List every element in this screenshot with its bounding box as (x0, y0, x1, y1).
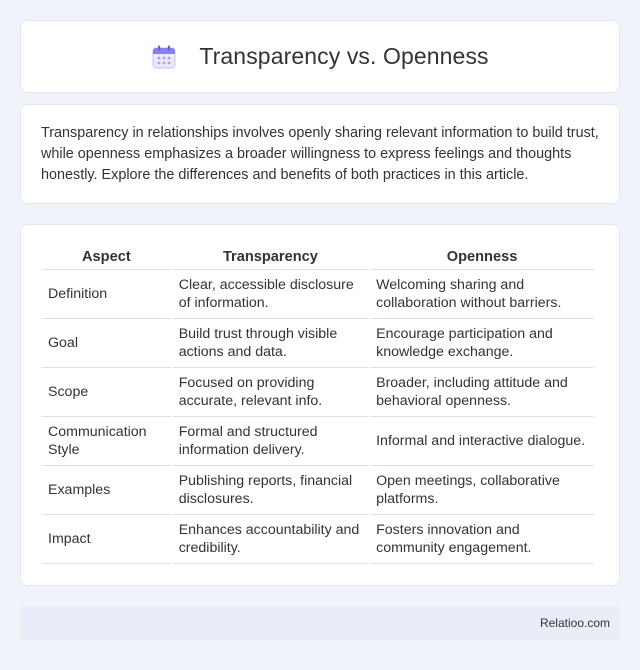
cell-openness: Fosters innovation and community engagement. (370, 515, 594, 564)
title-wrap (151, 43, 488, 70)
header-card (20, 20, 620, 93)
footer-bar (20, 606, 620, 640)
table-header-row (42, 247, 594, 270)
cell-aspect: Scope (42, 368, 171, 417)
footer-site-name: Relatioo.com (539, 616, 610, 630)
table-row (42, 466, 594, 515)
cell-transparency: Focused on providing accurate, relevant info. (173, 368, 368, 417)
table-row (42, 515, 594, 564)
table-row (42, 319, 594, 368)
cell-openness: Welcoming sharing and collaboration without barriers. (370, 270, 594, 319)
cell-openness: Informal and interactive dialogue. (370, 417, 594, 466)
cell-aspect: Examples (42, 466, 171, 515)
comparison-table (40, 247, 596, 564)
page-title: Transparency vs. Openness (199, 43, 489, 69)
cell-aspect: Goal (42, 319, 171, 368)
cell-openness: Broader, including attitude and behavioral openness. (370, 368, 594, 417)
cell-transparency: Enhances accountability and credibility. (173, 515, 368, 564)
cell-openness: Open meetings, collaborative platforms. (370, 466, 594, 515)
cell-aspect: Communication Style (42, 417, 171, 466)
header-openness: Openness (370, 247, 594, 270)
header-transparency: Transparency (173, 247, 368, 270)
cell-transparency: Build trust through visible actions and data. (173, 319, 368, 368)
table-row (42, 270, 594, 319)
table-row (42, 368, 594, 417)
cell-aspect: Definition (42, 270, 171, 319)
calendar-icon (151, 44, 177, 70)
header-aspect: Aspect (42, 247, 171, 270)
intro-card (20, 104, 620, 204)
cell-transparency: Formal and structured information delivery. (173, 417, 368, 466)
comparison-table-card (20, 224, 620, 586)
cell-transparency: Publishing reports, financial disclosures. (173, 466, 368, 515)
cell-openness: Encourage participation and knowledge exchange. (370, 319, 594, 368)
cell-transparency: Clear, accessible disclosure of information. (173, 270, 368, 319)
intro-paragraph: Transparency in relationships involves openly sharing relevant information to build trust, while openness emphasizes a broader willingness to express feelings and thoughts honestly. Explore the differences and benefits of both practices in this article. (41, 125, 599, 183)
cell-aspect: Impact (42, 515, 171, 564)
table-row (42, 417, 594, 466)
